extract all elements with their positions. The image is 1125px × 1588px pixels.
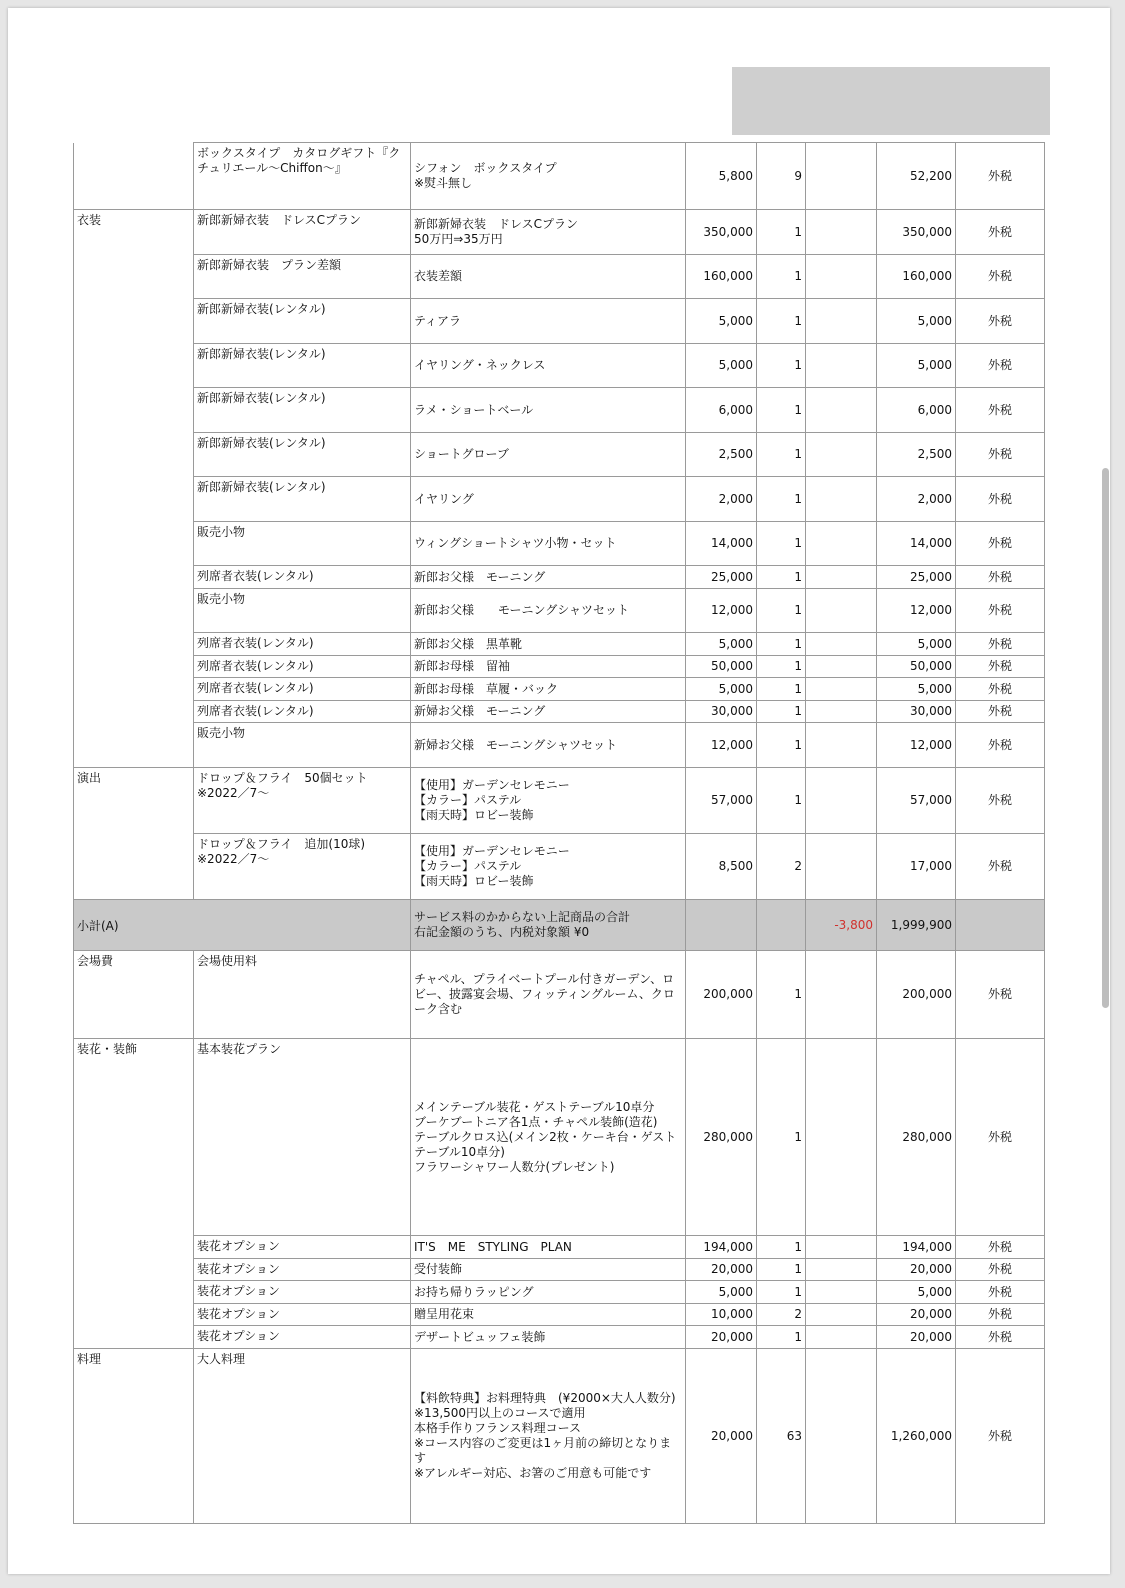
subtotal-label: 小計(A) bbox=[74, 900, 411, 951]
tax-type-cell: 外税 bbox=[956, 1326, 1045, 1349]
category-cell bbox=[74, 678, 194, 701]
unit-price-cell: 12,000 bbox=[686, 589, 757, 633]
discount-cell bbox=[806, 344, 877, 388]
redacted-header-block bbox=[732, 67, 1050, 135]
tax-type-cell: 外税 bbox=[956, 255, 1045, 299]
discount-cell bbox=[806, 834, 877, 900]
amount-cell: 52,200 bbox=[877, 143, 956, 210]
tax-type-cell: 外税 bbox=[956, 477, 1045, 522]
quantity-cell: 1 bbox=[757, 433, 806, 477]
category-cell bbox=[74, 1326, 194, 1349]
detail-cell: 新郎お父様 モーニング bbox=[411, 566, 686, 589]
amount-cell: 20,000 bbox=[877, 1304, 956, 1326]
amount-cell: 14,000 bbox=[877, 522, 956, 566]
table-row bbox=[74, 1349, 1045, 1524]
tax-type-cell: 外税 bbox=[956, 678, 1045, 701]
item-cell: 列席者衣装(レンタル) bbox=[194, 701, 411, 723]
table-row bbox=[74, 433, 1045, 477]
discount-cell bbox=[806, 1259, 877, 1281]
quantity-cell: 63 bbox=[757, 1349, 806, 1524]
subtotal-row bbox=[74, 900, 1045, 951]
category-cell bbox=[74, 701, 194, 723]
amount-cell: 280,000 bbox=[877, 1039, 956, 1236]
detail-cell: 新郎お父様 黒革靴 bbox=[411, 633, 686, 656]
discount-cell bbox=[806, 210, 877, 255]
table-row bbox=[74, 834, 1045, 900]
unit-price-cell: 5,000 bbox=[686, 344, 757, 388]
detail-cell: メインテーブル装花・ゲストテーブル10卓分 ブーケブートニア各1点・チャペル装飾(造花) テーブルクロス込(メイン2枚・ケーキ台・ゲストテーブル10卓分) フラワーシャワー人数分(プレゼント) bbox=[411, 1039, 686, 1236]
amount-cell: 5,000 bbox=[877, 633, 956, 656]
category-cell bbox=[74, 522, 194, 566]
detail-cell: ショートグローブ bbox=[411, 433, 686, 477]
category-cell bbox=[74, 388, 194, 433]
table-row bbox=[74, 299, 1045, 344]
unit-price-cell: 2,500 bbox=[686, 433, 757, 477]
tax-type-cell: 外税 bbox=[956, 344, 1045, 388]
unit-price-cell: 25,000 bbox=[686, 566, 757, 589]
table-row bbox=[74, 951, 1045, 1039]
tax-type-cell: 外税 bbox=[956, 834, 1045, 900]
amount-cell: 5,000 bbox=[877, 299, 956, 344]
amount-cell: 5,000 bbox=[877, 344, 956, 388]
detail-cell: 新郎お母様 草履・バック bbox=[411, 678, 686, 701]
detail-cell: 新婦お父様 モーニング bbox=[411, 701, 686, 723]
unit-price-cell bbox=[686, 900, 757, 951]
tax-type-cell: 外税 bbox=[956, 589, 1045, 633]
unit-price-cell: 5,000 bbox=[686, 299, 757, 344]
detail-cell: ティアラ bbox=[411, 299, 686, 344]
tax-type-cell: 外税 bbox=[956, 723, 1045, 768]
item-cell: 新郎新婦衣装(レンタル) bbox=[194, 388, 411, 433]
discount-cell bbox=[806, 255, 877, 299]
discount-cell bbox=[806, 951, 877, 1039]
item-cell: 販売小物 bbox=[194, 522, 411, 566]
quantity-cell: 2 bbox=[757, 1304, 806, 1326]
category-cell bbox=[74, 1259, 194, 1281]
table-row bbox=[74, 723, 1045, 768]
discount-cell bbox=[806, 1236, 877, 1259]
discount-cell bbox=[806, 589, 877, 633]
tax-type-cell: 外税 bbox=[956, 1259, 1045, 1281]
tax-type-cell: 外税 bbox=[956, 701, 1045, 723]
item-cell: 列席者衣装(レンタル) bbox=[194, 566, 411, 589]
table-row bbox=[74, 1039, 1045, 1236]
tax-type-cell: 外税 bbox=[956, 210, 1045, 255]
unit-price-cell: 5,000 bbox=[686, 633, 757, 656]
quantity-cell: 1 bbox=[757, 1236, 806, 1259]
table-row bbox=[74, 678, 1045, 701]
quantity-cell: 1 bbox=[757, 1039, 806, 1236]
detail-cell: 新郎お母様 留袖 bbox=[411, 656, 686, 678]
quantity-cell: 1 bbox=[757, 210, 806, 255]
detail-cell: 【使用】ガーデンセレモニー 【カラー】パステル 【雨天時】ロビー装飾 bbox=[411, 834, 686, 900]
category-cell bbox=[74, 834, 194, 900]
category-cell bbox=[74, 299, 194, 344]
item-cell: 新郎新婦衣装(レンタル) bbox=[194, 299, 411, 344]
detail-cell: チャペル、プライベートプール付きガーデン、ロビー、披露宴会場、フィッティングルーム、クローク含む bbox=[411, 951, 686, 1039]
quantity-cell: 1 bbox=[757, 589, 806, 633]
tax-type-cell bbox=[956, 900, 1045, 951]
quantity-cell: 9 bbox=[757, 143, 806, 210]
tax-type-cell: 外税 bbox=[956, 768, 1045, 834]
amount-cell: 194,000 bbox=[877, 1236, 956, 1259]
table-row bbox=[74, 1326, 1045, 1349]
amount-cell: 5,000 bbox=[877, 1281, 956, 1304]
category-cell: 衣装 bbox=[74, 210, 194, 255]
item-cell: 装花オプション bbox=[194, 1281, 411, 1304]
detail-cell: 衣装差額 bbox=[411, 255, 686, 299]
amount-cell: 1,260,000 bbox=[877, 1349, 956, 1524]
detail-cell: 受付装飾 bbox=[411, 1259, 686, 1281]
tax-type-cell: 外税 bbox=[956, 1039, 1045, 1236]
category-cell bbox=[74, 477, 194, 522]
table-row bbox=[74, 1259, 1045, 1281]
table-row bbox=[74, 210, 1045, 255]
unit-price-cell: 2,000 bbox=[686, 477, 757, 522]
quantity-cell: 1 bbox=[757, 656, 806, 678]
item-cell: 販売小物 bbox=[194, 589, 411, 633]
amount-cell: 30,000 bbox=[877, 701, 956, 723]
unit-price-cell: 8,500 bbox=[686, 834, 757, 900]
unit-price-cell: 5,000 bbox=[686, 1281, 757, 1304]
unit-price-cell: 20,000 bbox=[686, 1349, 757, 1524]
item-cell: 基本装花プラン bbox=[194, 1039, 411, 1236]
tax-type-cell: 外税 bbox=[956, 656, 1045, 678]
unit-price-cell: 50,000 bbox=[686, 656, 757, 678]
amount-cell: 350,000 bbox=[877, 210, 956, 255]
discount-cell bbox=[806, 633, 877, 656]
table-row bbox=[74, 768, 1045, 834]
tax-type-cell: 外税 bbox=[956, 1349, 1045, 1524]
tax-type-cell: 外税 bbox=[956, 951, 1045, 1039]
category-cell: 会場費 bbox=[74, 951, 194, 1039]
discount-cell bbox=[806, 1349, 877, 1524]
unit-price-cell: 12,000 bbox=[686, 723, 757, 768]
category-cell bbox=[74, 566, 194, 589]
discount-cell bbox=[806, 299, 877, 344]
quantity-cell: 1 bbox=[757, 768, 806, 834]
unit-price-cell: 20,000 bbox=[686, 1259, 757, 1281]
category-cell bbox=[74, 656, 194, 678]
item-cell: ドロップ＆フライ 追加(10球) ※2022／7～ bbox=[194, 834, 411, 900]
amount-cell: 200,000 bbox=[877, 951, 956, 1039]
item-cell: 販売小物 bbox=[194, 723, 411, 768]
item-cell: 新郎新婦衣装 ドレスCプラン bbox=[194, 210, 411, 255]
discount-cell bbox=[806, 143, 877, 210]
tax-type-cell: 外税 bbox=[956, 388, 1045, 433]
amount-cell: 50,000 bbox=[877, 656, 956, 678]
detail-cell: イヤリング bbox=[411, 477, 686, 522]
table-row bbox=[74, 143, 1045, 210]
discount-cell: -3,800 bbox=[806, 900, 877, 951]
unit-price-cell: 57,000 bbox=[686, 768, 757, 834]
category-cell bbox=[74, 1281, 194, 1304]
quantity-cell: 1 bbox=[757, 388, 806, 433]
category-cell: 装花・装飾 bbox=[74, 1039, 194, 1236]
item-cell: 装花オプション bbox=[194, 1259, 411, 1281]
discount-cell bbox=[806, 723, 877, 768]
discount-cell bbox=[806, 1281, 877, 1304]
tax-type-cell: 外税 bbox=[956, 1236, 1045, 1259]
detail-cell: ウィングショートシャツ小物・セット bbox=[411, 522, 686, 566]
category-cell bbox=[74, 344, 194, 388]
unit-price-cell: 194,000 bbox=[686, 1236, 757, 1259]
category-cell bbox=[74, 589, 194, 633]
detail-cell: イヤリング・ネックレス bbox=[411, 344, 686, 388]
detail-cell: お持ち帰りラッピング bbox=[411, 1281, 686, 1304]
tax-type-cell: 外税 bbox=[956, 299, 1045, 344]
quantity-cell: 1 bbox=[757, 1281, 806, 1304]
table-row bbox=[74, 589, 1045, 633]
category-cell bbox=[74, 633, 194, 656]
category-cell bbox=[74, 723, 194, 768]
category-cell: 演出 bbox=[74, 768, 194, 834]
quantity-cell bbox=[757, 900, 806, 951]
tax-type-cell: 外税 bbox=[956, 433, 1045, 477]
table-row bbox=[74, 701, 1045, 723]
table-row bbox=[74, 1236, 1045, 1259]
tax-type-cell: 外税 bbox=[956, 1281, 1045, 1304]
item-cell: ドロップ＆フライ 50個セット ※2022／7～ bbox=[194, 768, 411, 834]
table-row bbox=[74, 656, 1045, 678]
unit-price-cell: 200,000 bbox=[686, 951, 757, 1039]
item-cell: 新郎新婦衣装 プラン差額 bbox=[194, 255, 411, 299]
quantity-cell: 1 bbox=[757, 701, 806, 723]
unit-price-cell: 6,000 bbox=[686, 388, 757, 433]
amount-cell: 25,000 bbox=[877, 566, 956, 589]
discount-cell bbox=[806, 477, 877, 522]
tax-type-cell: 外税 bbox=[956, 522, 1045, 566]
category-cell bbox=[74, 143, 194, 210]
item-cell: ボックスタイプ カタログギフト『クチュリエール～Chiffon～』 bbox=[194, 143, 411, 210]
discount-cell bbox=[806, 701, 877, 723]
quantity-cell: 1 bbox=[757, 633, 806, 656]
discount-cell bbox=[806, 768, 877, 834]
amount-cell: 5,000 bbox=[877, 678, 956, 701]
amount-cell: 6,000 bbox=[877, 388, 956, 433]
quantity-cell: 1 bbox=[757, 951, 806, 1039]
detail-cell: シフォン ボックスタイプ ※熨斗無し bbox=[411, 143, 686, 210]
discount-cell bbox=[806, 656, 877, 678]
quantity-cell: 1 bbox=[757, 566, 806, 589]
category-cell bbox=[74, 1304, 194, 1326]
unit-price-cell: 160,000 bbox=[686, 255, 757, 299]
item-cell: 列席者衣装(レンタル) bbox=[194, 656, 411, 678]
detail-cell: 【料飲特典】お料理特典 (¥2000×大人人数分) ※13,500円以上のコースで適用 本格手作りフランス料理コース ※コース内容のご変更は1ヶ月前の締切となります ※アレルギー対応、お箸のご用意も可能です bbox=[411, 1349, 686, 1524]
table-row bbox=[74, 1304, 1045, 1326]
item-cell: 新郎新婦衣装(レンタル) bbox=[194, 344, 411, 388]
unit-price-cell: 5,000 bbox=[686, 678, 757, 701]
detail-cell: 【使用】ガーデンセレモニー 【カラー】パステル 【雨天時】ロビー装飾 bbox=[411, 768, 686, 834]
amount-cell: 17,000 bbox=[877, 834, 956, 900]
item-cell: 大人料理 bbox=[194, 1349, 411, 1524]
discount-cell bbox=[806, 1304, 877, 1326]
table-row bbox=[74, 477, 1045, 522]
estimate-table bbox=[73, 142, 1045, 1524]
discount-cell bbox=[806, 678, 877, 701]
discount-cell bbox=[806, 1039, 877, 1236]
unit-price-cell: 14,000 bbox=[686, 522, 757, 566]
item-cell: 装花オプション bbox=[194, 1304, 411, 1326]
tax-type-cell: 外税 bbox=[956, 566, 1045, 589]
detail-cell: 新郎新婦衣装 ドレスCプラン 50万円⇒35万円 bbox=[411, 210, 686, 255]
item-cell: 列席者衣装(レンタル) bbox=[194, 633, 411, 656]
unit-price-cell: 30,000 bbox=[686, 701, 757, 723]
table-row bbox=[74, 255, 1045, 299]
vertical-scrollbar[interactable] bbox=[1102, 468, 1109, 1008]
category-cell: 料理 bbox=[74, 1349, 194, 1524]
item-cell: 装花オプション bbox=[194, 1326, 411, 1349]
detail-cell: デザートビュッフェ装飾 bbox=[411, 1326, 686, 1349]
item-cell: 装花オプション bbox=[194, 1236, 411, 1259]
quantity-cell: 1 bbox=[757, 1326, 806, 1349]
tax-type-cell: 外税 bbox=[956, 1304, 1045, 1326]
quantity-cell: 1 bbox=[757, 299, 806, 344]
unit-price-cell: 10,000 bbox=[686, 1304, 757, 1326]
category-cell bbox=[74, 1236, 194, 1259]
quantity-cell: 1 bbox=[757, 477, 806, 522]
quantity-cell: 1 bbox=[757, 522, 806, 566]
table-row bbox=[74, 1281, 1045, 1304]
table-row bbox=[74, 388, 1045, 433]
discount-cell bbox=[806, 1326, 877, 1349]
item-cell: 新郎新婦衣装(レンタル) bbox=[194, 433, 411, 477]
item-cell: 会場使用料 bbox=[194, 951, 411, 1039]
detail-cell: IT'S ME STYLING PLAN bbox=[411, 1236, 686, 1259]
quantity-cell: 2 bbox=[757, 834, 806, 900]
tax-type-cell: 外税 bbox=[956, 633, 1045, 656]
unit-price-cell: 280,000 bbox=[686, 1039, 757, 1236]
quantity-cell: 1 bbox=[757, 723, 806, 768]
amount-cell: 12,000 bbox=[877, 589, 956, 633]
table-row bbox=[74, 633, 1045, 656]
category-cell bbox=[74, 255, 194, 299]
amount-cell: 20,000 bbox=[877, 1259, 956, 1281]
table-row bbox=[74, 566, 1045, 589]
amount-cell: 160,000 bbox=[877, 255, 956, 299]
tax-type-cell: 外税 bbox=[956, 143, 1045, 210]
discount-cell bbox=[806, 566, 877, 589]
table-row bbox=[74, 344, 1045, 388]
quantity-cell: 1 bbox=[757, 678, 806, 701]
amount-cell: 12,000 bbox=[877, 723, 956, 768]
discount-cell bbox=[806, 388, 877, 433]
document-page bbox=[8, 8, 1110, 1574]
amount-cell: 57,000 bbox=[877, 768, 956, 834]
quantity-cell: 1 bbox=[757, 255, 806, 299]
amount-cell: 2,500 bbox=[877, 433, 956, 477]
table-row bbox=[74, 522, 1045, 566]
detail-cell: サービス料のかからない上記商品の合計 右記金額のうち、内税対象額 ¥0 bbox=[411, 900, 686, 951]
amount-cell: 2,000 bbox=[877, 477, 956, 522]
item-cell: 列席者衣装(レンタル) bbox=[194, 678, 411, 701]
amount-cell: 1,999,900 bbox=[877, 900, 956, 951]
unit-price-cell: 5,800 bbox=[686, 143, 757, 210]
amount-cell: 20,000 bbox=[877, 1326, 956, 1349]
detail-cell: 贈呈用花束 bbox=[411, 1304, 686, 1326]
quantity-cell: 1 bbox=[757, 1259, 806, 1281]
quantity-cell: 1 bbox=[757, 344, 806, 388]
detail-cell: 新婦お父様 モーニングシャツセット bbox=[411, 723, 686, 768]
unit-price-cell: 350,000 bbox=[686, 210, 757, 255]
item-cell: 新郎新婦衣装(レンタル) bbox=[194, 477, 411, 522]
detail-cell: ラメ・ショートベール bbox=[411, 388, 686, 433]
detail-cell: 新郎お父様 モーニングシャツセット bbox=[411, 589, 686, 633]
discount-cell bbox=[806, 433, 877, 477]
discount-cell bbox=[806, 522, 877, 566]
unit-price-cell: 20,000 bbox=[686, 1326, 757, 1349]
category-cell bbox=[74, 433, 194, 477]
